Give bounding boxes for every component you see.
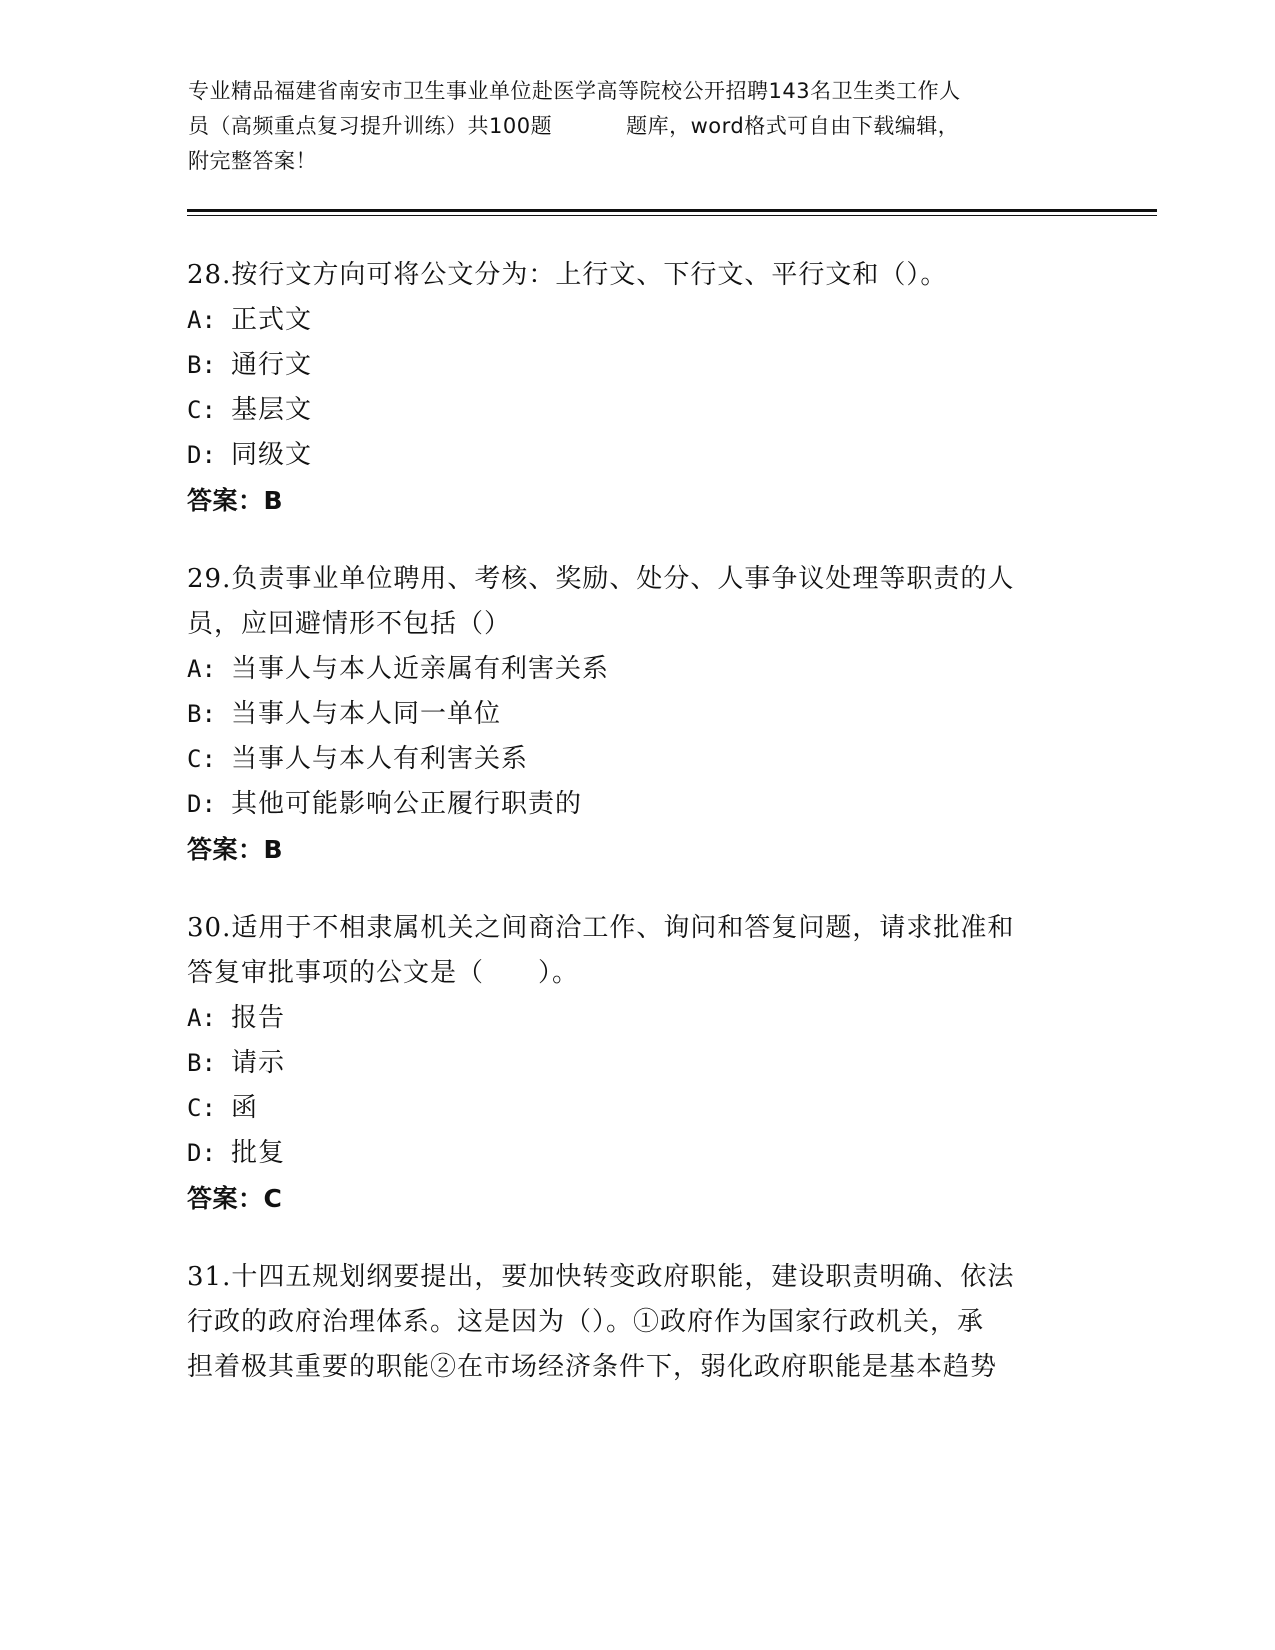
option-text: 其他可能影响公正履行职责的: [231, 789, 583, 819]
header-line-2-part-2: 题库，word格式可自由下载编辑，: [626, 114, 960, 138]
option-b: [187, 692, 1087, 737]
option-c: [187, 737, 1087, 782]
question-line: 29.负责事业单位聘用、考核、奖励、处分、人事争议处理等职责的人: [187, 564, 1015, 594]
option-letter: C:: [187, 745, 216, 773]
header-line-2: [188, 109, 1088, 144]
option-a: [187, 298, 1087, 343]
question-text: [187, 253, 1087, 298]
option-c: [187, 1086, 1087, 1131]
question-30: [187, 906, 1087, 1221]
question-text: [187, 1255, 1087, 1390]
option-text: 请示: [231, 1048, 286, 1078]
question-29: [187, 557, 1087, 872]
option-letter: B:: [187, 700, 216, 728]
question-line: 31.十四五规划纲要提出，要加快转变政府职能，建设职责明确、依法: [187, 1262, 1015, 1292]
option-letter: A:: [187, 1004, 216, 1032]
option-letter: D:: [187, 790, 216, 818]
question-31: [187, 1255, 1087, 1390]
question-line: 28.按行文方向可将公文分为：上行文、下行文、平行文和（）。: [187, 260, 948, 290]
option-c: [187, 388, 1087, 433]
question-line: 员，应回避情形不包括（）: [187, 609, 512, 639]
option-text: 正式文: [231, 305, 313, 335]
option-d: [187, 1131, 1087, 1176]
option-b: [187, 343, 1087, 388]
option-text: 基层文: [231, 395, 313, 425]
answer-line: 答案：B: [187, 486, 284, 515]
option-text: 批复: [231, 1138, 286, 1168]
option-letter: C:: [187, 396, 216, 424]
option-text: 当事人与本人近亲属有利害关系: [231, 654, 610, 684]
question-text: [187, 557, 1087, 647]
option-letter: B:: [187, 1049, 216, 1077]
option-d: [187, 782, 1087, 827]
option-d: [187, 433, 1087, 478]
question-line: 行政的政府治理体系。这是因为（）。①政府作为国家行政机关，承: [187, 1307, 985, 1337]
header-line-1: 专业精品福建省南安市卫生事业单位赴医学高等院校公开招聘143名卫生类工作人: [188, 79, 961, 103]
option-letter: C:: [187, 1094, 216, 1122]
option-letter: D:: [187, 441, 216, 469]
option-b: [187, 1041, 1087, 1086]
question-line: 30.适用于不相隶属机关之间商洽工作、询问和答复问题，请求批准和: [187, 913, 1015, 943]
header-line-3: 附完整答案！: [188, 149, 317, 173]
document-header: [188, 74, 1088, 179]
question-text: [187, 906, 1087, 996]
option-letter: A:: [187, 655, 216, 683]
option-text: 通行文: [231, 350, 313, 380]
header-divider-thick: [187, 209, 1157, 212]
option-a: [187, 996, 1087, 1041]
option-letter: B:: [187, 351, 216, 379]
question-line: 担着极其重要的职能②在市场经济条件下，弱化政府职能是基本趋势: [187, 1352, 998, 1382]
option-a: [187, 647, 1087, 692]
question-line: 答复审批事项的公文是（ ）。: [187, 958, 580, 988]
option-text: 报告: [231, 1003, 286, 1033]
option-letter: D:: [187, 1139, 216, 1167]
answer-line: 答案：C: [187, 1184, 283, 1213]
option-letter: A:: [187, 306, 216, 334]
option-text: 当事人与本人同一单位: [231, 699, 502, 729]
option-text: 函: [231, 1093, 259, 1123]
answer-line: 答案：B: [187, 835, 284, 864]
header-line-2-part-1: 员（高频重点复习提升训练）共100题: [188, 114, 553, 138]
header-divider-thin: [187, 215, 1157, 216]
option-text: 同级文: [231, 440, 313, 470]
option-text: 当事人与本人有利害关系: [231, 744, 529, 774]
question-28: [187, 253, 1087, 523]
